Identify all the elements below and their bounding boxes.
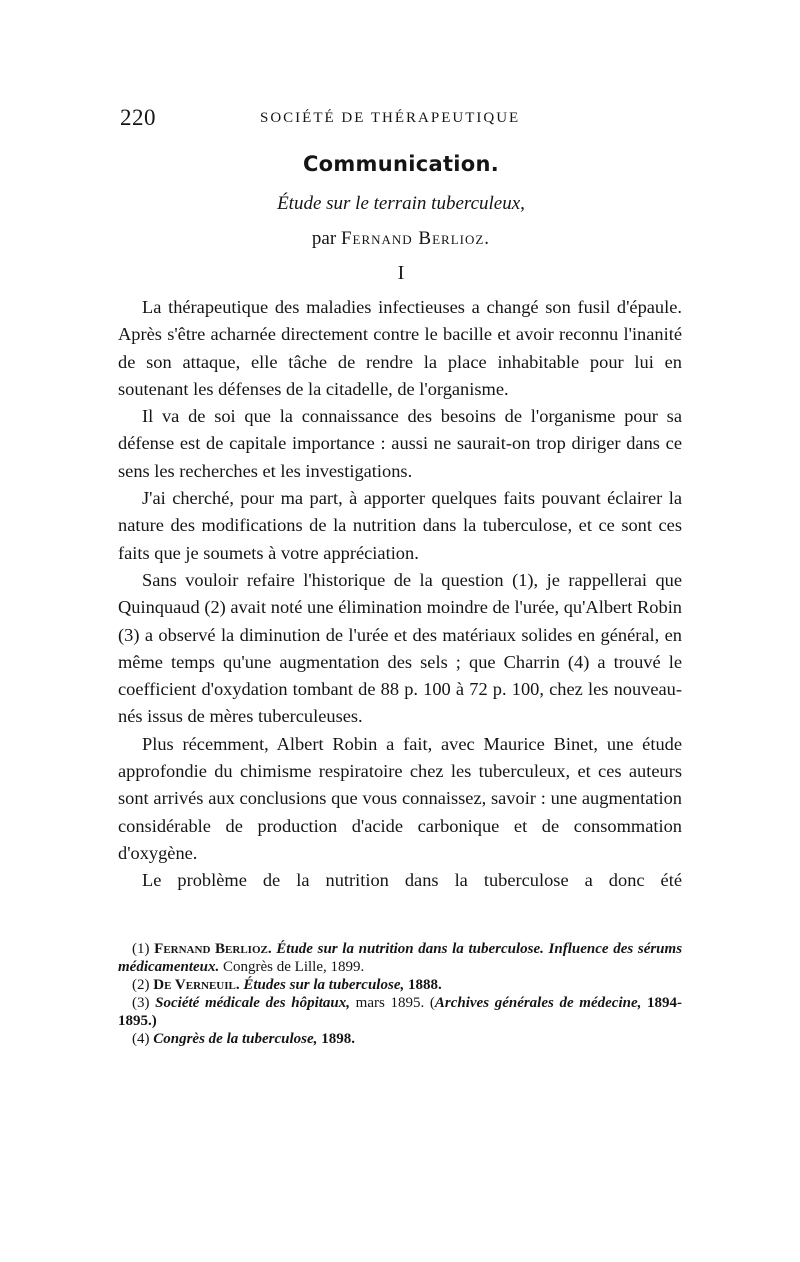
- article-byline: [120, 228, 682, 250]
- running-title: SOCIÉTÉ DE THÉRAPEUTIQUE: [260, 110, 521, 126]
- footnote-number: (1): [132, 941, 150, 957]
- byline-prefix: par: [311, 228, 337, 249]
- paragraph: Plus récemment, Albert Robin a fait, avec Maurice Binet, une étude approfondie du chimisme respiratoire chez les tuberculeux, et ces auteurs sont arrivés aux conclusions que vous connaissez, savoir : une augmentation considérable de production d'acide carbonique et de consommation d'oxygène.: [118, 733, 682, 863]
- footnote-rest: 1888.: [407, 977, 442, 993]
- article-subtitle: Étude sur le terrain tuberculeux,: [277, 193, 525, 214]
- footnote-number: (3): [132, 995, 150, 1011]
- footnote-number: (4): [132, 1031, 150, 1047]
- footnote-2: [118, 976, 682, 994]
- paragraph: La thérapeutique des maladies infectieuses a changé son fusil d'épaule. Après s'être acharnée directement contre le bacille et avoir reconnu l'inanité de son attaque, elle tâche de rendre la place inhabitable pour lui en soutenant les défenses de la citadelle, de l'organisme.: [118, 297, 682, 399]
- footnotes: [118, 940, 682, 1048]
- footnote-rest: 1898.: [321, 1031, 355, 1047]
- author-name: Fernand Berlioz.: [340, 228, 491, 249]
- footnote-3: [118, 994, 682, 1030]
- page-number: 220: [120, 105, 156, 130]
- article-heading: Communication.: [302, 152, 500, 176]
- footnote-mid: mars 1895. (: [355, 995, 435, 1011]
- paragraph: Le problème de la nutrition dans la tuberculose a donc été: [142, 870, 682, 891]
- footnote-4: [118, 1030, 682, 1048]
- footnote-rest: Congrès de Lille, 1899.: [223, 959, 365, 975]
- footnote-number: (2): [132, 977, 150, 993]
- paragraph: Sans vouloir refaire l'historique de la question (1), je rappellerai que Quinquaud (2) avait noté une élimination moindre de l'urée, qu'Albert Robin (3) a observé la diminution de l'urée et des matériaux solides en général, en même temps qu'une augmentation des sels ; que Charrin (4) a trouvé le coefficient d'oxydation tombant de 88 p. 100 à 72 p. 100, chez les nouveau-nés issus de mères tuberculeuses.: [118, 569, 682, 727]
- footnote-title-2: Archives générales de médecine,: [434, 995, 642, 1011]
- section-number: I: [397, 262, 405, 284]
- footnote-title: Étude sur la nutrition dans la tuberculose. Influence des sérums médicamenteux.: [118, 941, 683, 975]
- footnote-separator: [120, 928, 682, 929]
- paragraph: J'ai cherché, pour ma part, à apporter quelques faits pouvant éclairer la nature des modifications de la nutrition dans la tuberculose, et ce sont ces faits que je soumets à votre appréciation.: [118, 488, 682, 563]
- footnote-author: De Verneuil.: [153, 977, 240, 993]
- running-header: [120, 105, 682, 141]
- footnote-title: Société médicale des hôpitaux,: [155, 995, 350, 1011]
- footnote-author: Fernand Berlioz.: [154, 941, 272, 957]
- footnote-rest: 1894-1895.): [118, 995, 683, 1029]
- footnote-title: Études sur la tuberculose,: [243, 977, 405, 993]
- paragraph: Il va de soi que la connaissance des besoins de l'organisme pour sa défense est de capitale importance : aussi ne saurait-on trop diriger dans ce sens les recherches et les investigations.: [118, 406, 682, 481]
- body-text: [118, 294, 682, 895]
- footnote-1: [118, 940, 682, 976]
- footnote-title: Congrès de la tuberculose,: [153, 1031, 318, 1047]
